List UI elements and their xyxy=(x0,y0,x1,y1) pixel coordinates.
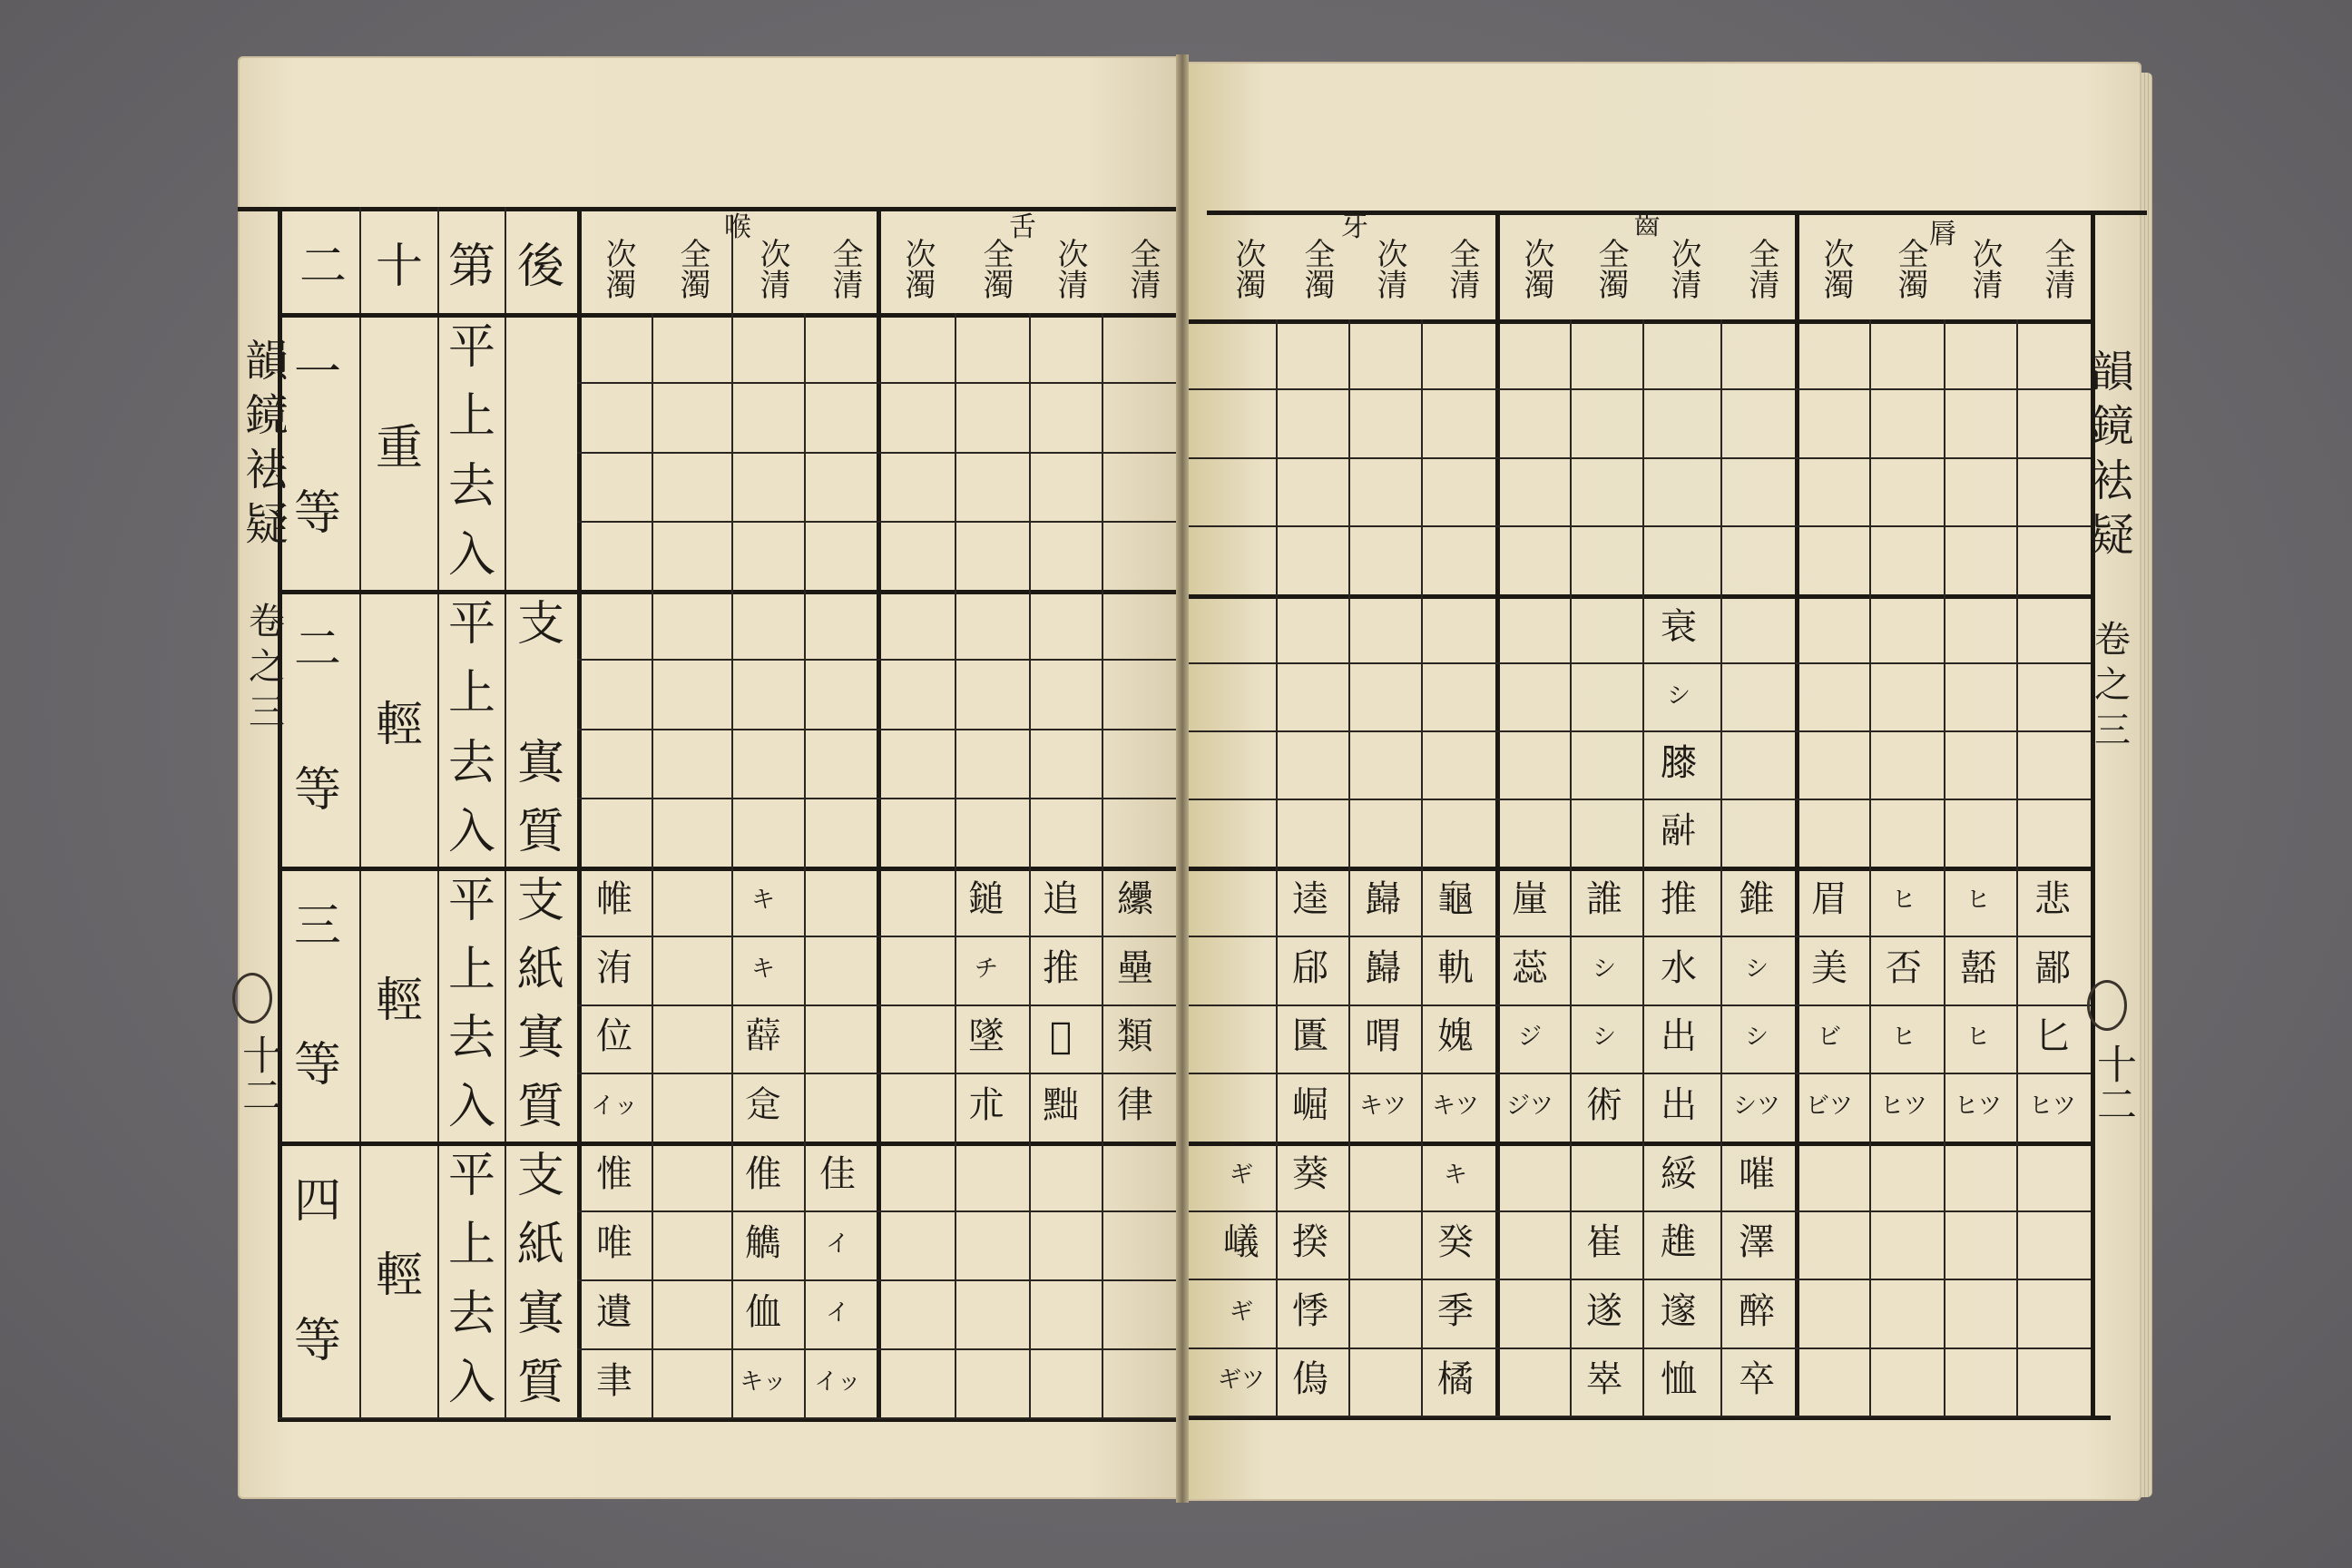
she-r3-c3-2: 墜 xyxy=(968,1015,1004,1058)
tone-2-1: 上 xyxy=(447,942,495,997)
chun-r3-c3-2: ヒ xyxy=(1891,1024,1916,1052)
hou-r4-c2-2: 侐 xyxy=(745,1291,781,1333)
hou-r4-c4-2: 遺 xyxy=(596,1291,632,1333)
weight-1: 輕 xyxy=(375,697,423,752)
ya-r4-c3-0: 葵 xyxy=(1292,1152,1328,1195)
ya-r3-c2-1: 巋 xyxy=(1365,946,1401,989)
grade-label-3: 等 xyxy=(293,1314,341,1368)
ya-col-1: 全濁 xyxy=(1298,238,1335,299)
left-volume-label: 卷之三 xyxy=(249,601,285,733)
rule-horizontal xyxy=(278,1142,1176,1146)
ya-r3-c1-0: 龜 xyxy=(1437,877,1474,920)
chi-r2-c2-3: 𩰫 xyxy=(1661,809,1697,852)
chun-r3-c2-0: ヒ xyxy=(1965,886,1990,914)
rule-vertical xyxy=(577,207,582,1417)
ya-col-2: 次清 xyxy=(1371,238,1407,299)
rhyme-3-0: 支 xyxy=(516,1149,564,1203)
hou-col-0: 次濁 xyxy=(600,238,636,299)
rule-vertical xyxy=(1720,319,1722,1416)
chun-r3-c2-2: ヒ xyxy=(1965,1024,1990,1052)
she-r3-c1-1: 壘 xyxy=(1117,946,1153,989)
chi-r4-c3-1: 崔 xyxy=(1586,1221,1622,1264)
rule-horizontal xyxy=(1189,1210,2091,1212)
she-r3-c3-1: チ xyxy=(974,955,998,983)
rule-horizontal xyxy=(278,1417,1176,1419)
chun-r3-c2-3: ヒツ xyxy=(1954,1093,2002,1121)
chi-r3-c2-3: 出 xyxy=(1661,1084,1697,1127)
rule-vertical xyxy=(955,313,956,1417)
rule-horizontal xyxy=(577,729,1176,730)
right-page-circle xyxy=(2087,980,2127,1031)
chun-r3-c1-3: ヒツ xyxy=(2028,1093,2076,1121)
chi-r3-c2-0: 推 xyxy=(1661,877,1697,920)
ya-col-0: 次濁 xyxy=(1230,238,1266,299)
ya-r3-c1-2: 媿 xyxy=(1437,1015,1474,1058)
chi-col-1: 全濁 xyxy=(1592,238,1629,299)
chi-r3-c4-1: 蕊 xyxy=(1512,946,1548,989)
grade-num-1: 二 xyxy=(293,622,341,677)
rule-horizontal xyxy=(577,521,1176,523)
tone-3-2: 去 xyxy=(447,1287,495,1341)
chi-r3-c1-3: シツ xyxy=(1732,1093,1780,1121)
grade-num-0: 一 xyxy=(293,346,341,400)
rule-vertical xyxy=(1642,319,1644,1416)
chi-r3-c3-0: 誰 xyxy=(1586,877,1622,920)
rule-horizontal xyxy=(1189,1348,2091,1349)
chun-r3-c1-1: 鄙 xyxy=(2034,946,2071,989)
rule-horizontal xyxy=(1189,1073,2091,1074)
hou-r3-c4-0: 帷 xyxy=(596,877,632,920)
chi-r2-c2-1: シ xyxy=(1666,681,1690,710)
ya-r4-c3-2: 悸 xyxy=(1292,1289,1328,1332)
tone-1-1: 上 xyxy=(447,666,495,721)
chi-r4-c2-2: 邃 xyxy=(1661,1289,1697,1332)
tone-1-3: 入 xyxy=(447,804,495,859)
chi-col-3: 全清 xyxy=(1743,238,1779,299)
chi-r4-c1-2: 醉 xyxy=(1739,1289,1775,1332)
ya-r4-c4-2: ギ xyxy=(1229,1298,1253,1326)
rule-horizontal xyxy=(1189,867,2091,871)
chi-r3-c2-2: 出 xyxy=(1661,1015,1697,1058)
rule-horizontal xyxy=(577,1004,1176,1006)
right-spine-title: 韻鏡袪疑 xyxy=(2090,347,2134,561)
chi-r2-c2-0: 衰 xyxy=(1661,605,1697,648)
rule-horizontal xyxy=(577,1279,1176,1281)
row-header-col3: 第 xyxy=(447,240,495,294)
rule-vertical xyxy=(1029,313,1031,1417)
chun-col-0: 次濁 xyxy=(1818,238,1854,299)
rule-vertical xyxy=(359,207,361,1417)
she-r3-c2-2: 𩟽 xyxy=(1049,1015,1072,1058)
tone-1-2: 去 xyxy=(447,735,495,790)
chun-r3-c4-3: ビツ xyxy=(1805,1093,1853,1121)
rule-horizontal xyxy=(577,1348,1176,1350)
rule-horizontal xyxy=(278,867,1176,871)
she-r3-c3-3: 朮 xyxy=(968,1084,1004,1127)
rule-horizontal xyxy=(1189,1279,2091,1280)
rule-horizontal xyxy=(1189,1004,2091,1006)
rhyme-3-2: 寘 xyxy=(516,1287,564,1341)
ya-r3-c3-3: 崛 xyxy=(1292,1084,1328,1127)
chun-r3-c4-0: 眉 xyxy=(1811,877,1847,920)
she-col-2: 次清 xyxy=(1052,238,1088,299)
rule-horizontal xyxy=(577,659,1176,661)
rule-vertical xyxy=(437,207,439,1417)
hou-r3-c4-3: イッ xyxy=(591,1093,638,1121)
hou-r4-c1-0: 佳 xyxy=(819,1153,856,1195)
rule-vertical xyxy=(505,207,506,1417)
chun-col-3: 全清 xyxy=(2039,238,2075,299)
chi-r2-c2-2: 𦡀 xyxy=(1661,741,1697,784)
rule-horizontal xyxy=(1189,936,2091,937)
ya-r3-c3-2: 匱 xyxy=(1292,1015,1328,1058)
chi-col-2: 次清 xyxy=(1665,238,1701,299)
hou-r3-c2-2: 𧀼 xyxy=(745,1015,781,1058)
chun-r3-c1-2: 匕 xyxy=(2034,1015,2071,1058)
tone-0-1: 上 xyxy=(447,389,495,445)
chi-r3-c2-1: 水 xyxy=(1661,946,1697,989)
group-name-hou: 喉 xyxy=(724,211,751,243)
hou-col-2: 次清 xyxy=(754,238,790,299)
weight-2: 輕 xyxy=(375,973,423,1028)
chi-r3-c1-2: シ xyxy=(1744,1024,1769,1052)
grade-label-2: 等 xyxy=(293,1038,341,1093)
chun-r3-c2-1: 嚭 xyxy=(1960,946,1996,989)
she-col-3: 全清 xyxy=(1124,238,1161,299)
weight-0: 重 xyxy=(375,420,423,475)
chi-r4-c1-0: 嗺 xyxy=(1739,1152,1775,1195)
ya-r4-c4-3: ギツ xyxy=(1217,1367,1265,1395)
chi-col-0: 次濁 xyxy=(1518,238,1554,299)
chi-r3-c4-3: ジツ xyxy=(1505,1093,1553,1121)
rule-vertical xyxy=(652,313,653,1417)
she-r3-c2-1: 推 xyxy=(1043,946,1079,989)
she-r3-c1-3: 律 xyxy=(1117,1084,1153,1127)
ya-r4-c1-2: 季 xyxy=(1437,1289,1474,1332)
tone-2-3: 入 xyxy=(447,1080,495,1135)
right-page-number: 十二 xyxy=(2090,1044,2136,1123)
ya-r3-c2-3: キツ xyxy=(1358,1093,1406,1121)
rule-horizontal xyxy=(1189,525,2091,527)
book-gutter xyxy=(1176,54,1189,1503)
chun-r3-c1-0: 悲 xyxy=(2034,877,2071,920)
chi-r4-c2-0: 綏 xyxy=(1661,1152,1697,1195)
rule-horizontal xyxy=(577,1073,1176,1074)
hou-r4-c1-1: イ xyxy=(825,1230,849,1258)
chi-r4-c3-2: 遂 xyxy=(1586,1289,1622,1332)
she-col-0: 次濁 xyxy=(899,238,936,299)
tone-3-1: 上 xyxy=(447,1218,495,1272)
chi-r3-c1-1: シ xyxy=(1744,955,1769,983)
group-name-ya: 牙 xyxy=(1341,211,1368,243)
ya-r3-c2-2: 喟 xyxy=(1365,1015,1401,1058)
tone-1-0: 平 xyxy=(447,597,495,652)
weight-3: 輕 xyxy=(375,1249,423,1303)
rule-horizontal xyxy=(1189,730,2091,732)
rule-horizontal xyxy=(577,452,1176,454)
tone-3-3: 入 xyxy=(447,1356,495,1410)
hou-r4-c4-3: 聿 xyxy=(596,1360,632,1402)
rhyme-3-1: 紙 xyxy=(516,1218,564,1272)
chi-r3-c3-2: シ xyxy=(1592,1024,1616,1052)
rhyme-2-3: 質 xyxy=(516,1080,564,1135)
rule-vertical xyxy=(877,207,881,1417)
she-r3-c1-2: 類 xyxy=(1117,1015,1153,1058)
rule-horizontal xyxy=(1189,1416,2091,1417)
rule-horizontal xyxy=(1189,388,2091,390)
rule-vertical xyxy=(1795,211,1799,1416)
she-r3-c2-3: 黜 xyxy=(1043,1084,1079,1127)
right-volume-label: 卷之三 xyxy=(2094,619,2131,751)
chi-r3-c1-0: 錐 xyxy=(1739,877,1775,920)
tone-0-3: 入 xyxy=(447,527,495,583)
rule-horizontal xyxy=(577,382,1176,384)
hou-r4-c2-3: キッ xyxy=(740,1368,787,1396)
grade-label-0: 等 xyxy=(293,486,341,541)
ya-r3-c2-0: 巋 xyxy=(1365,877,1401,920)
rhyme-1-2: 寘 xyxy=(516,735,564,790)
rule-vertical xyxy=(1869,319,1871,1416)
hou-col-1: 全濁 xyxy=(674,238,710,299)
she-r3-c3-0: 鎚 xyxy=(968,877,1004,920)
chi-r4-c3-3: 崒 xyxy=(1586,1358,1622,1401)
row-header-col2: 十 xyxy=(375,240,423,294)
rule-vertical xyxy=(1102,313,1103,1417)
rule-vertical xyxy=(1495,211,1500,1416)
rule-horizontal xyxy=(278,590,1176,594)
ya-r4-c3-1: 揆 xyxy=(1292,1221,1328,1264)
hou-r4-c4-1: 唯 xyxy=(596,1222,632,1264)
tone-2-2: 去 xyxy=(447,1011,495,1066)
rule-vertical xyxy=(2016,319,2018,1416)
rule-horizontal xyxy=(1189,319,2091,324)
chun-r3-c4-2: ビ xyxy=(1817,1024,1841,1052)
tone-0-2: 去 xyxy=(447,458,495,514)
chun-r3-c3-3: ヒツ xyxy=(1879,1093,1927,1121)
rhyme-1-3: 質 xyxy=(516,804,564,859)
ya-r3-c3-1: 郈 xyxy=(1292,946,1328,989)
rule-horizontal xyxy=(1189,799,2091,800)
chi-r3-c4-0: 𡺉 xyxy=(1512,877,1548,920)
chi-r4-c2-1: 趡 xyxy=(1661,1221,1697,1264)
tone-3-0: 平 xyxy=(447,1149,495,1203)
hou-r3-c2-0: キ xyxy=(750,886,775,914)
chi-r3-c3-1: シ xyxy=(1592,955,1616,983)
ya-r4-c1-3: 橘 xyxy=(1437,1358,1474,1401)
hou-r4-c1-3: イッ xyxy=(814,1368,861,1396)
chun-r3-c3-0: ヒ xyxy=(1891,886,1916,914)
ya-r3-c1-1: 軌 xyxy=(1437,946,1474,989)
group-name-chi: 齒 xyxy=(1633,210,1661,241)
left-page-circle xyxy=(232,973,272,1024)
rhyme-2-1: 紙 xyxy=(516,942,564,997)
ya-r4-c1-0: キ xyxy=(1443,1161,1467,1189)
she-r3-c2-0: 追 xyxy=(1043,877,1079,920)
rule-horizontal xyxy=(577,1210,1176,1212)
hou-r3-c4-1: 洧 xyxy=(596,946,632,989)
hou-r4-c2-0: 倠 xyxy=(745,1153,781,1195)
rule-vertical xyxy=(1944,319,1945,1416)
rule-horizontal xyxy=(278,313,1176,318)
chi-r3-c3-3: 術 xyxy=(1586,1084,1622,1127)
tone-0-0: 平 xyxy=(447,320,495,376)
ya-r4-c4-1: 嶬 xyxy=(1223,1221,1259,1264)
chun-col-1: 全濁 xyxy=(1892,238,1928,299)
ya-r4-c4-0: ギ xyxy=(1229,1161,1253,1189)
grade-num-2: 三 xyxy=(293,899,341,954)
rule-horizontal xyxy=(1189,1142,2091,1146)
hou-r3-c4-2: 位 xyxy=(596,1015,632,1058)
ya-r4-c3-3: 𠌥 xyxy=(1292,1358,1328,1401)
rule-horizontal xyxy=(1189,594,2091,599)
rule-horizontal xyxy=(1189,662,2091,664)
chun-col-2: 次清 xyxy=(1966,238,2003,299)
hou-r4-c4-0: 惟 xyxy=(596,1153,632,1195)
ya-r4-c1-1: 癸 xyxy=(1437,1221,1474,1264)
chi-r4-c1-3: 卒 xyxy=(1739,1358,1775,1401)
rule-horizontal xyxy=(577,798,1176,799)
grade-num-3: 四 xyxy=(293,1174,341,1229)
ya-col-3: 全清 xyxy=(1444,238,1480,299)
hou-r4-c1-2: イ xyxy=(825,1299,849,1327)
she-col-1: 全濁 xyxy=(977,238,1014,299)
chi-r3-c4-2: ジ xyxy=(1517,1024,1542,1052)
left-page-number: 十二 xyxy=(235,1034,281,1114)
hou-r4-c2-1: 觹 xyxy=(745,1222,781,1264)
she-r3-c1-0: 纝 xyxy=(1117,877,1153,920)
rhyme-2-0: 支 xyxy=(516,873,564,928)
tone-2-0: 平 xyxy=(447,873,495,928)
rhyme-2-2: 寘 xyxy=(516,1011,564,1066)
group-name-chun: 脣 xyxy=(1929,219,1956,250)
rule-horizontal xyxy=(1189,457,2091,459)
row-header-col4: 後 xyxy=(516,240,564,294)
rhyme-1-0: 支 xyxy=(516,597,564,652)
chi-r4-c1-1: 澤 xyxy=(1739,1221,1775,1264)
chun-r3-c4-1: 美 xyxy=(1811,946,1847,989)
chun-r3-c3-1: 否 xyxy=(1886,946,1922,989)
chi-r4-c2-3: 恤 xyxy=(1661,1358,1697,1401)
hou-r3-c2-1: キ xyxy=(750,955,775,983)
rule-vertical xyxy=(1348,319,1350,1416)
ya-r3-c1-3: キツ xyxy=(1431,1093,1479,1121)
ya-r3-c3-0: 逵 xyxy=(1292,877,1328,920)
hou-r3-c2-3: 𧿍 xyxy=(745,1084,781,1127)
rhyme-3-3: 質 xyxy=(516,1356,564,1410)
grade-label-1: 等 xyxy=(293,763,341,818)
hou-col-3: 全清 xyxy=(827,238,863,299)
left-spine-title: 韻鏡袪疑 xyxy=(244,336,289,550)
row-header-col1: 二 xyxy=(299,240,347,294)
rule-horizontal xyxy=(577,936,1176,937)
group-name-she: 舌 xyxy=(1009,211,1036,243)
